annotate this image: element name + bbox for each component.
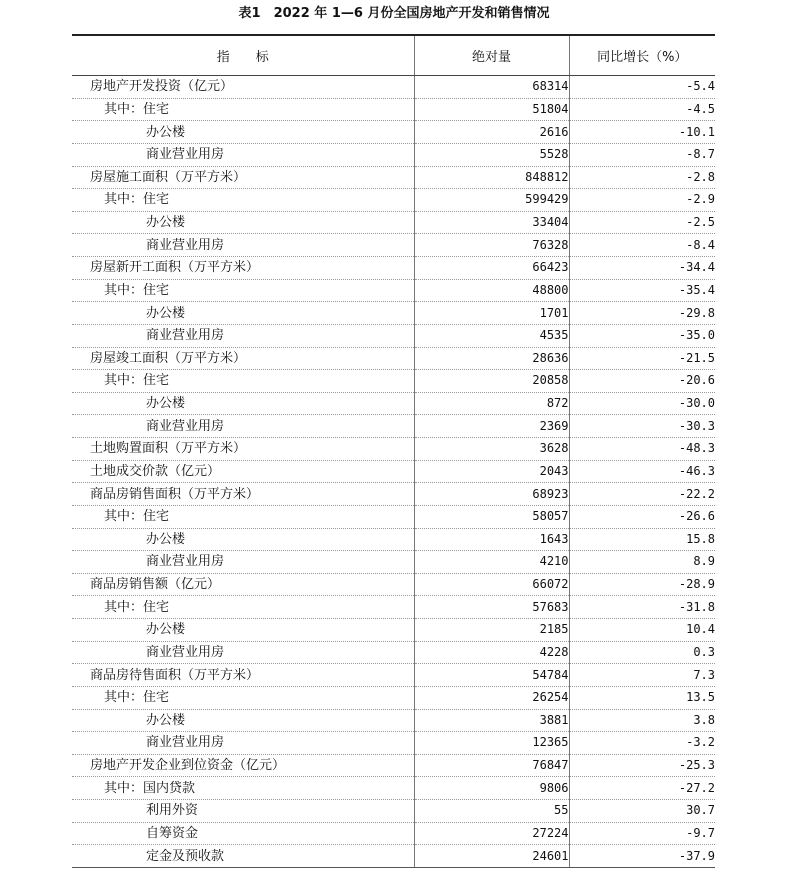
absolute-value-cell: 1701 — [414, 302, 569, 325]
table-row — [72, 98, 715, 121]
yoy-growth-cell: -2.5 — [569, 211, 715, 234]
indicator-cell: 办公楼 — [72, 211, 414, 234]
table-row — [72, 279, 715, 302]
table-row — [72, 483, 715, 506]
yoy-growth-cell: -37.9 — [569, 845, 715, 868]
absolute-value-cell: 68923 — [414, 483, 569, 506]
absolute-value-cell: 4228 — [414, 641, 569, 664]
absolute-value-cell: 599429 — [414, 189, 569, 212]
yoy-growth-cell: -2.9 — [569, 189, 715, 212]
absolute-value-cell: 2369 — [414, 415, 569, 438]
yoy-growth-cell: -8.4 — [569, 234, 715, 257]
absolute-value-cell: 4210 — [414, 551, 569, 574]
yoy-growth-cell: -27.2 — [569, 777, 715, 800]
header-yoy: 同比增长（%） — [569, 35, 715, 76]
absolute-value-cell: 28636 — [414, 347, 569, 370]
table-row — [72, 777, 715, 800]
yoy-growth-cell: -31.8 — [569, 596, 715, 619]
table-row — [72, 438, 715, 461]
table-row — [72, 189, 715, 212]
absolute-value-cell: 20858 — [414, 370, 569, 393]
table-row — [72, 573, 715, 596]
indicator-cell: 其中：住宅 — [72, 686, 414, 709]
absolute-value-cell: 872 — [414, 392, 569, 415]
table-row — [72, 415, 715, 438]
indicator-cell: 办公楼 — [72, 528, 414, 551]
yoy-growth-cell: 30.7 — [569, 800, 715, 823]
table-row — [72, 709, 715, 732]
indicator-cell: 房屋竣工面积（万平方米） — [72, 347, 414, 370]
indicator-cell: 商品房销售额（亿元） — [72, 573, 414, 596]
statistics-table — [72, 34, 715, 868]
absolute-value-cell: 2185 — [414, 619, 569, 642]
absolute-value-cell: 76328 — [414, 234, 569, 257]
table-row — [72, 370, 715, 393]
yoy-growth-cell: -30.0 — [569, 392, 715, 415]
yoy-growth-cell: -25.3 — [569, 754, 715, 777]
yoy-growth-cell: -22.2 — [569, 483, 715, 506]
yoy-growth-cell: -20.6 — [569, 370, 715, 393]
table-row — [72, 686, 715, 709]
indicator-cell: 其中：住宅 — [72, 505, 414, 528]
yoy-growth-cell: 10.4 — [569, 619, 715, 642]
absolute-value-cell: 48800 — [414, 279, 569, 302]
indicator-cell: 商业营业用房 — [72, 415, 414, 438]
indicator-cell: 其中：住宅 — [72, 279, 414, 302]
yoy-growth-cell: -4.5 — [569, 98, 715, 121]
indicator-cell: 办公楼 — [72, 392, 414, 415]
header-absolute: 绝对量 — [414, 35, 569, 76]
indicator-cell: 土地成交价款（亿元） — [72, 460, 414, 483]
table-row — [72, 302, 715, 325]
yoy-growth-cell: 7.3 — [569, 664, 715, 687]
indicator-cell: 房地产开发投资（亿元） — [72, 76, 414, 99]
indicator-cell: 房屋新开工面积（万平方米） — [72, 257, 414, 280]
yoy-growth-cell: -10.1 — [569, 121, 715, 144]
yoy-growth-cell: -26.6 — [569, 505, 715, 528]
absolute-value-cell: 3881 — [414, 709, 569, 732]
yoy-growth-cell: -3.2 — [569, 732, 715, 755]
indicator-cell: 房地产开发企业到位资金（亿元） — [72, 754, 414, 777]
yoy-growth-cell: -28.9 — [569, 573, 715, 596]
indicator-cell: 商品房待售面积（万平方米） — [72, 664, 414, 687]
header-indicator: 指 标 — [72, 35, 414, 76]
indicator-cell: 办公楼 — [72, 619, 414, 642]
absolute-value-cell: 55 — [414, 800, 569, 823]
table-header-row — [72, 35, 715, 76]
indicator-cell: 商品房销售面积（万平方米） — [72, 483, 414, 506]
indicator-cell: 商业营业用房 — [72, 551, 414, 574]
table-row — [72, 121, 715, 144]
absolute-value-cell: 33404 — [414, 211, 569, 234]
absolute-value-cell: 76847 — [414, 754, 569, 777]
indicator-cell: 办公楼 — [72, 709, 414, 732]
table-row — [72, 822, 715, 845]
yoy-growth-cell: -29.8 — [569, 302, 715, 325]
absolute-value-cell: 24601 — [414, 845, 569, 868]
yoy-growth-cell: -35.4 — [569, 279, 715, 302]
indicator-cell: 利用外资 — [72, 800, 414, 823]
table-caption: 表1 2022 年 1—6 月份全国房地产开发和销售情况 — [238, 6, 550, 21]
indicator-cell: 商业营业用房 — [72, 143, 414, 166]
indicator-cell: 自筹资金 — [72, 822, 414, 845]
yoy-growth-cell: -8.7 — [569, 143, 715, 166]
absolute-value-cell: 12365 — [414, 732, 569, 755]
absolute-value-cell: 57683 — [414, 596, 569, 619]
yoy-growth-cell: -30.3 — [569, 415, 715, 438]
absolute-value-cell: 51804 — [414, 98, 569, 121]
table-row — [72, 324, 715, 347]
table-row — [72, 754, 715, 777]
indicator-cell: 商业营业用房 — [72, 732, 414, 755]
yoy-growth-cell: 15.8 — [569, 528, 715, 551]
absolute-value-cell: 68314 — [414, 76, 569, 99]
absolute-value-cell: 27224 — [414, 822, 569, 845]
indicator-cell: 其中：住宅 — [72, 596, 414, 619]
absolute-value-cell: 3628 — [414, 438, 569, 461]
yoy-growth-cell: -34.4 — [569, 257, 715, 280]
indicator-cell: 土地购置面积（万平方米） — [72, 438, 414, 461]
absolute-value-cell: 2043 — [414, 460, 569, 483]
table-row — [72, 619, 715, 642]
absolute-value-cell: 54784 — [414, 664, 569, 687]
table-row — [72, 460, 715, 483]
absolute-value-cell: 5528 — [414, 143, 569, 166]
indicator-cell: 办公楼 — [72, 302, 414, 325]
absolute-value-cell: 9806 — [414, 777, 569, 800]
absolute-value-cell: 26254 — [414, 686, 569, 709]
indicator-cell: 其中：国内贷款 — [72, 777, 414, 800]
indicator-cell: 其中：住宅 — [72, 189, 414, 212]
absolute-value-cell: 66072 — [414, 573, 569, 596]
table-row — [72, 505, 715, 528]
table-row — [72, 234, 715, 257]
table-row — [72, 664, 715, 687]
table-row — [72, 166, 715, 189]
yoy-growth-cell: -35.0 — [569, 324, 715, 347]
table-row — [72, 76, 715, 99]
absolute-value-cell: 2616 — [414, 121, 569, 144]
indicator-cell: 其中：住宅 — [72, 98, 414, 121]
absolute-value-cell: 66423 — [414, 257, 569, 280]
indicator-cell: 定金及预收款 — [72, 845, 414, 868]
absolute-value-cell: 58057 — [414, 505, 569, 528]
yoy-growth-cell: -46.3 — [569, 460, 715, 483]
yoy-growth-cell: 13.5 — [569, 686, 715, 709]
table-row — [72, 551, 715, 574]
indicator-cell: 商业营业用房 — [72, 324, 414, 347]
table-row — [72, 211, 715, 234]
table-row — [72, 800, 715, 823]
table-row — [72, 143, 715, 166]
yoy-growth-cell: -21.5 — [569, 347, 715, 370]
yoy-growth-cell: -2.8 — [569, 166, 715, 189]
indicator-cell: 其中：住宅 — [72, 370, 414, 393]
table-row — [72, 845, 715, 868]
table-row — [72, 392, 715, 415]
yoy-growth-cell: -5.4 — [569, 76, 715, 99]
yoy-growth-cell: 3.8 — [569, 709, 715, 732]
yoy-growth-cell: -48.3 — [569, 438, 715, 461]
absolute-value-cell: 848812 — [414, 166, 569, 189]
indicator-cell: 办公楼 — [72, 121, 414, 144]
table-row — [72, 641, 715, 664]
table-row — [72, 257, 715, 280]
indicator-cell: 商业营业用房 — [72, 234, 414, 257]
table-row — [72, 528, 715, 551]
yoy-growth-cell: 8.9 — [569, 551, 715, 574]
absolute-value-cell: 1643 — [414, 528, 569, 551]
table-row — [72, 596, 715, 619]
yoy-growth-cell: 0.3 — [569, 641, 715, 664]
table-row — [72, 347, 715, 370]
indicator-cell: 商业营业用房 — [72, 641, 414, 664]
absolute-value-cell: 4535 — [414, 324, 569, 347]
table-row — [72, 732, 715, 755]
table-body — [72, 76, 715, 868]
indicator-cell: 房屋施工面积（万平方米） — [72, 166, 414, 189]
yoy-growth-cell: -9.7 — [569, 822, 715, 845]
